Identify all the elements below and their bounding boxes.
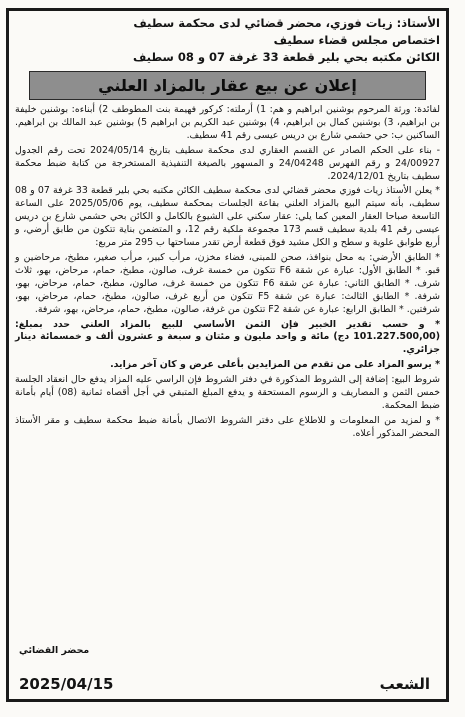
office-address-line: الكائن مكتبه بحي بلير قطعة 33 غرفة 07 و 08 سطيف bbox=[132, 50, 440, 64]
newspaper-name: الشعب bbox=[379, 675, 430, 693]
signature: محضر القضائي bbox=[19, 645, 90, 656]
bailiff-name-line: الأستاذ: زيات فوزي، محضر قضائي لدى محكمة سطيف bbox=[133, 16, 440, 30]
property-description-paragraph: * الطابق الأرضي: به محل بنوافذ، صحن للمبنى، فضاء مخزن، مرأب كبير، مرأب صغير، مطبخ، مرحاضين و قبو. * الطابق الأول: عبارة عن شقة F6 تتكون من خمسة غرف، صالون، مطبخ، حمام، مرحاض، بهو، ثلاث شرف. * الطابق الثاني: عبارة عن شقة F6 تتكون من خمسة غرف، صالون، مطبخ، حمام، مرحاض، بهو، شرفة. * الطابق الثالث: عبارة عن شقة F5 تتكون من أربع غرف، صالون، مطبخ، حمام، مرحاض، بهو، شرفتين. * الطابق الرابع: عبارة عن شقة F2 تتكون من غرفة، صالون، مطبخ، حمام، مرحاض، بهو، شرفة. bbox=[15, 251, 440, 315]
beneficiaries-paragraph: لفائدة: ورثة المرحوم بوشنين ابراهيم و هم: 1) أرملته: كركور فهيمة بنت المطوطف 2) أبناءه: بوشنين خليفة بن ابراهيم، 3) بوشنين كمال بن ابراهيم، 4) بوشنين عبد الكريم بن ابراهيم 5) بوشنين عبد المالك بن ابراهيم. الساكنين ب: حي حشمي شارع بن دريس عيسى رقم 41 سطيف. bbox=[15, 104, 440, 141]
ad-body bbox=[15, 104, 440, 441]
judgment-paragraph: - بناء على الحكم الصادر عن القسم العقاري لدى محكمة سطيف بتاريخ 2024/05/14 تحت رقم الجدول 24/00927 و رقم الفهرس 24/04248 و المسهور بالصيغة التنفيذية المستخرجة من كتابة ضبط محكمة سطيف بتاريخ 2024/12/01. bbox=[15, 144, 441, 182]
ad-title-banner: إعلان عن بيع عقار بالمزاد العلني bbox=[29, 71, 426, 100]
base-price-paragraph: * و حسب تقدير الخبير فإن الثمن الأساسي للبيع بالمزاد العلني حدد بمبلغ: (101.227.500,00 دج) مائة و واحد مليون و مئتان و سبعة و عشرون ألف و خمسمائة دينار جزائري. bbox=[15, 318, 440, 356]
auction-rule-paragraph: * يرسو المزاد على من تقدم من المزايدين بأعلى عرض و كان آخر مزايد. bbox=[110, 359, 440, 371]
information-paragraph: * و لمزيد من المعلومات و للاطلاع على دفتر الشروط الاتصال بأمانة ضبط محكمة سطيف و مقر الأستاذ المحضر المذكور أعلاه. bbox=[15, 414, 440, 439]
sale-announcement-paragraph: * يعلن الأستاذ زيات فوزي محضر قضائي لدى محكمة سطيف الكائن مكتبه بحي بلير قطعة 33 غرفة 07 و 08 سطيف، بأنه سيتم البيع بالمزاد العلني بقاعة الجلسات بمحكمة سطيف، يوم 2025/05/06 على الساعة التاسعة صباحا العقار المعين كما يلي: عقار سكني على الشيوع بالكامل و الكائن بحي حشمي شارع بن دريس عيسى رقم 41 بلدية سطيف قسم 173 مجموعة ملكية رقم 12، و المتضمن بناية تتكون من طابق أرضي، و أربع طوابق علوية و سطح و الكل مشيد فوق قطعة أرض تقدر مساحتها ب 295 متر مربع: bbox=[15, 185, 440, 249]
jurisdiction-line: اختصاص مجلس قضاء سطيف bbox=[273, 33, 440, 47]
ad-footer bbox=[15, 645, 436, 693]
publication-date: 2025/04/15 bbox=[19, 675, 114, 693]
ad-header bbox=[15, 15, 440, 66]
legal-ad-box bbox=[6, 8, 449, 702]
sale-conditions-paragraph: شروط البيع: إضافة إلى الشروط المذكورة في دفتر الشروط فإن الراسي عليه المزاد يدفع حال انعقاد الجلسة خمس الثمن و المصاريف و الرسوم المستحقة و يدفع المبلغ المتبقي في أجل أقصاه ثمانية (08) أيام بأمانة ضبط المحكمة. bbox=[15, 374, 440, 411]
